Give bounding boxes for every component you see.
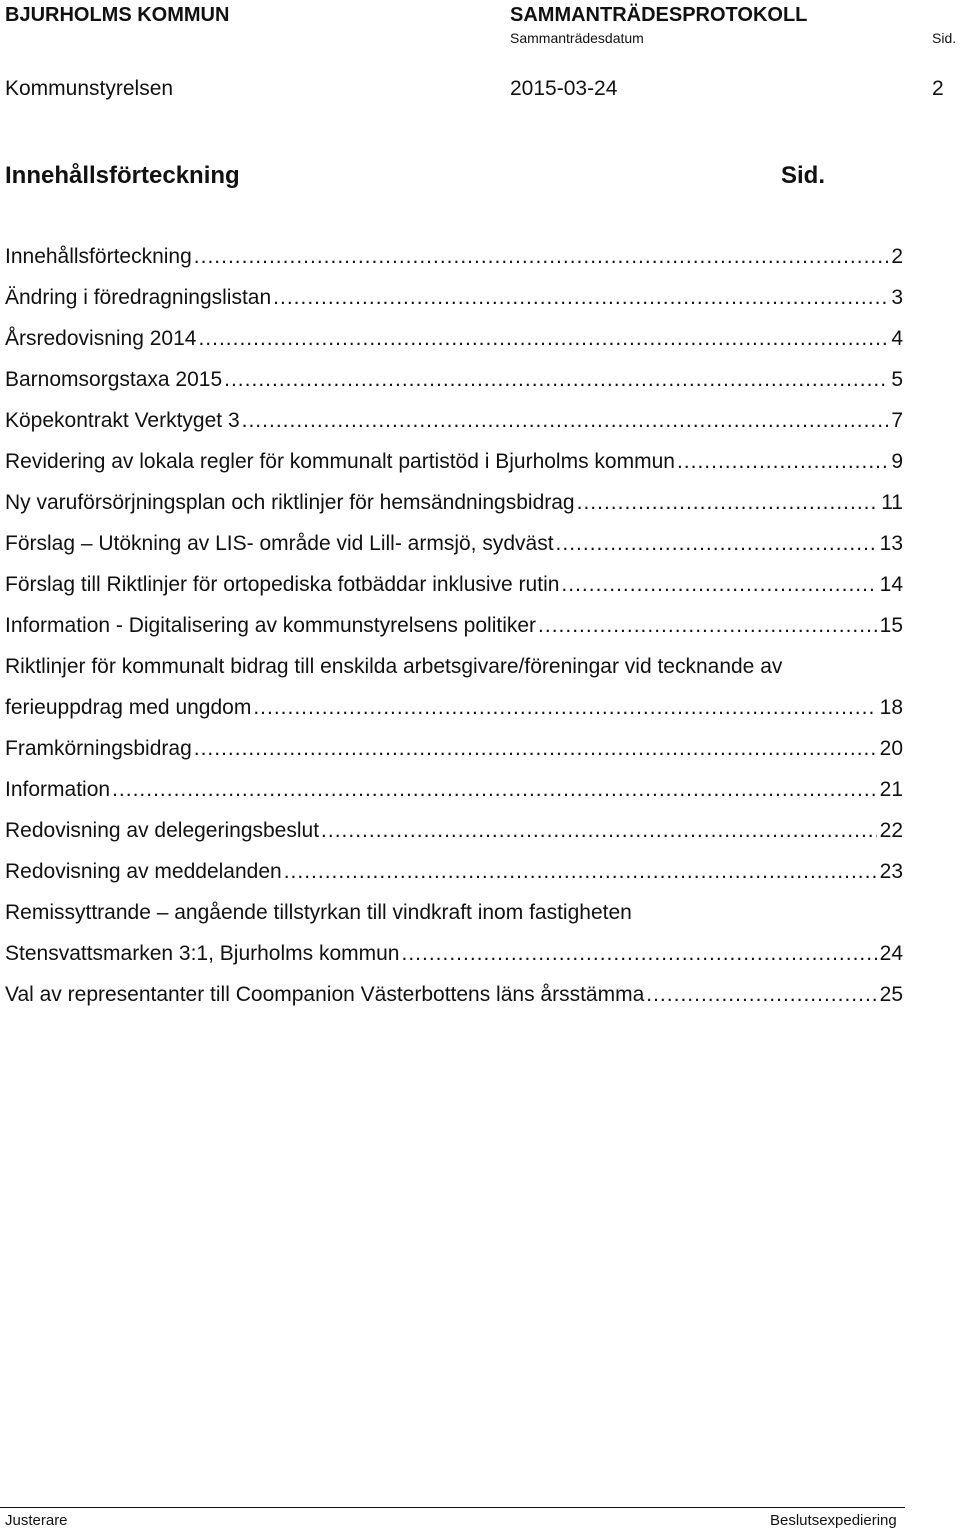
toc-entry-text: Ny varuförsörjningsplan och riktlinjer för hemsändningsbidrag (5, 491, 575, 514)
toc-list (5, 236, 903, 1015)
toc-leader (194, 728, 877, 769)
toc-entry-page: 18 (879, 696, 903, 719)
toc-entry-text: Köpekontrakt Verktyget 3 (5, 409, 240, 432)
toc-leader (646, 974, 876, 1015)
toc-entry[interactable] (5, 236, 903, 277)
municipality-name: BJURHOLMS KOMMUN (5, 4, 230, 26)
toc-entry-page: 13 (879, 532, 903, 555)
toc-entry[interactable] (5, 974, 903, 1015)
toc-title: Innehållsförteckning (5, 162, 240, 189)
toc-entry-text: Information (5, 778, 111, 801)
toc-leader (253, 687, 876, 728)
toc-entry-page: 4 (891, 327, 903, 350)
toc-entry-text: Ändring i föredragningslistan (5, 286, 272, 309)
toc-leader (556, 523, 877, 564)
toc-leader (402, 933, 877, 974)
toc-entry[interactable] (5, 769, 903, 810)
toc-entry-text: ferieuppdrag med ungdom (5, 696, 252, 719)
toc-entry-text: Barnomsorgstaxa 2015 (5, 368, 223, 391)
toc-leader (577, 482, 879, 523)
page-number: 2 (932, 77, 944, 100)
toc-entry-page: 5 (891, 368, 903, 391)
toc-entry[interactable] (5, 646, 903, 728)
toc-entry[interactable] (5, 892, 903, 974)
toc-leader (273, 277, 888, 318)
document-type: SAMMANTRÄDESPROTOKOLL (510, 4, 808, 26)
toc-entry[interactable] (5, 605, 903, 646)
committee-name: Kommunstyrelsen (5, 77, 174, 100)
toc-leader (198, 318, 888, 359)
toc-entry-page: 3 (891, 286, 903, 309)
toc-entry-page: 20 (879, 737, 903, 760)
toc-entry[interactable] (5, 441, 903, 482)
toc-entry-page: 2 (891, 245, 903, 268)
toc-leader (538, 605, 877, 646)
toc-entry-page: 24 (879, 942, 903, 965)
toc-leader (677, 441, 888, 482)
toc-entry-text: Innehållsförteckning (5, 245, 192, 268)
toc-entry-text: Revidering av lokala regler för kommunalt partistöd i Bjurholms kommun (5, 450, 675, 473)
toc-leader (321, 810, 877, 851)
toc-entry-page: 9 (891, 450, 903, 473)
toc-leader (284, 851, 877, 892)
toc-entry[interactable] (5, 318, 903, 359)
toc-entry-text: Förslag till Riktlinjer för ortopediska fotbäddar inklusive rutin (5, 573, 560, 596)
toc-page-label: Sid. (781, 162, 826, 189)
toc-entry[interactable] (5, 728, 903, 769)
meeting-date: 2015-03-24 (510, 77, 618, 100)
toc-entry-page: 22 (879, 819, 903, 842)
footer-justerare: Justerare (5, 1512, 68, 1529)
toc-entry-page: 11 (881, 491, 903, 514)
toc-entry-page: 7 (891, 409, 903, 432)
toc-leader (242, 400, 889, 441)
toc-entry[interactable] (5, 359, 903, 400)
toc-entry[interactable] (5, 523, 903, 564)
toc-leader (561, 564, 876, 605)
toc-leader (224, 359, 888, 400)
toc-entry-page: 23 (879, 860, 903, 883)
toc-entry[interactable] (5, 564, 903, 605)
toc-entry-text: Förslag – Utökning av LIS- område vid Lill- armsjö, sydväst (5, 532, 554, 555)
toc-entry-text: Framkörningsbidrag (5, 737, 192, 760)
toc-leader (112, 769, 877, 810)
page-label: Sid. (932, 30, 957, 46)
toc-entry[interactable] (5, 482, 903, 523)
toc-entry-page: 14 (879, 573, 903, 596)
toc-entry-page: 15 (879, 614, 903, 637)
toc-entry-page: 21 (879, 778, 903, 801)
footer-beslutsexpediering: Beslutsexpediering (770, 1512, 897, 1529)
toc-entry-text: Redovisning av delegeringsbeslut (5, 819, 320, 842)
toc-entry[interactable] (5, 400, 903, 441)
toc-entry-text: Val av representanter till Coompanion Västerbottens läns årsstämma (5, 983, 645, 1006)
toc-entry-text: Information - Digitalisering av kommunstyrelsens politiker (5, 614, 537, 637)
toc-entry-text: Redovisning av meddelanden (5, 860, 282, 883)
toc-entry-page: 25 (879, 983, 903, 1006)
footer-divider (0, 1507, 905, 1508)
toc-leader (194, 236, 889, 277)
toc-entry-text: Stensvattsmarken 3:1, Bjurholms kommun (5, 942, 400, 965)
toc-entry[interactable] (5, 277, 903, 318)
toc-entry-text: Årsredovisning 2014 (5, 327, 197, 350)
date-label: Sammanträdesdatum (510, 30, 644, 46)
toc-entry[interactable] (5, 851, 903, 892)
toc-entry-text-line1: Riktlinjer för kommunalt bidrag till enskilda arbetsgivare/föreningar vid tecknande av (5, 655, 783, 678)
toc-entry[interactable] (5, 810, 903, 851)
toc-entry-text-line1: Remissyttrande – angående tillstyrkan till vindkraft inom fastigheten (5, 901, 632, 924)
